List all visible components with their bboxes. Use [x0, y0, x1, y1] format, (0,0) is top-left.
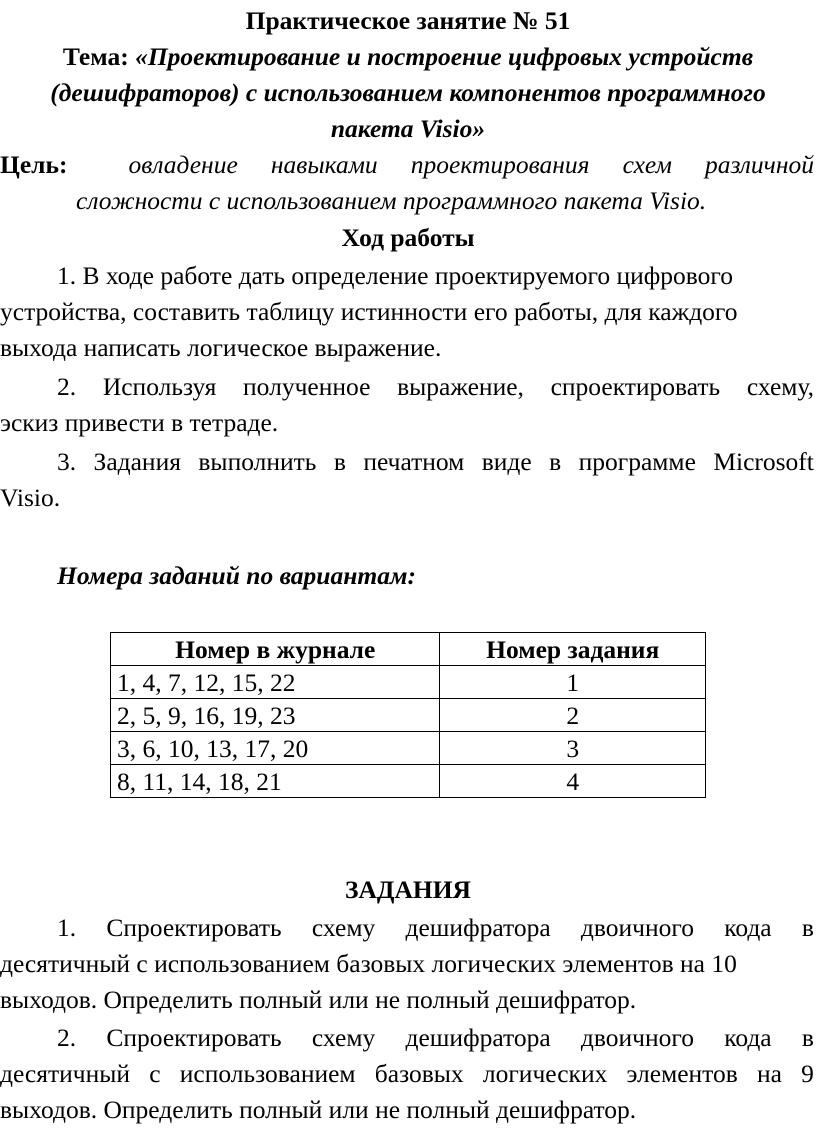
workflow-heading: Ход работы [341, 223, 475, 252]
goal-line-2: сложности с использованием программного пакета Visio. [76, 186, 707, 215]
goal-word: овладение [128, 150, 238, 179]
task1-line-2: десятичный с использованием базовых логических элементов на 10 [0, 949, 737, 978]
task1-line-1 [0, 910, 816, 946]
journal-cell: 3, 6, 10, 13, 17, 20 [111, 732, 440, 765]
task2-word: 2. [57, 1023, 77, 1052]
goal-line-1 [0, 147, 816, 183]
topic-label: Тема: [62, 42, 129, 71]
step2-word: полученное [243, 372, 371, 401]
topic-line-2: (дешифраторов) с использованием компонентов программного [50, 78, 766, 107]
topic-text-1: «Проектирование и построение цифровых устройств [135, 42, 754, 71]
task1-line-3: выходов. Определить полный или не полный дешифратор. [0, 985, 637, 1014]
goal-label: Цель: [0, 150, 68, 179]
task-cell: 2 [440, 699, 706, 732]
task2-word: двоичного [580, 1023, 694, 1052]
task2-word: в [801, 1023, 814, 1052]
task2-word: с [149, 1059, 161, 1088]
journal-cell: 1, 4, 7, 12, 15, 22 [111, 666, 440, 699]
task-cell: 4 [440, 765, 706, 798]
step2-line-2: эскиз привести в тетраде. [0, 408, 279, 437]
table-row [111, 666, 706, 699]
task2-word: кода [724, 1023, 772, 1052]
task1-word: 1. [57, 913, 77, 942]
step3-word: в [549, 447, 562, 476]
step1-line-1: 1. В ходе работе дать определение проектируемого цифрового [57, 261, 733, 290]
step2-word: Используя [102, 372, 217, 401]
document-title: Практическое занятие № 51 [245, 6, 571, 35]
step3-word: программе [578, 447, 696, 476]
column-header-task: Номер задания [440, 633, 706, 666]
task2-word: Спроектировать [106, 1023, 282, 1052]
task-cell: 3 [440, 732, 706, 765]
task2-word: схему [311, 1023, 376, 1052]
topic-line-3: пакета Visio» [330, 114, 486, 143]
task1-word: двоичного [580, 913, 694, 942]
step3-word: печатном [363, 447, 465, 476]
task2-line-3: выходов. Определить полный или не полный дешифратор. [0, 1095, 637, 1124]
step3-word: в [333, 447, 346, 476]
task2-word: базовых [374, 1059, 464, 1088]
step3-word: выполнить [198, 447, 317, 476]
task2-line-2 [0, 1056, 816, 1092]
topic-line-1 [0, 39, 816, 75]
table-row [111, 765, 706, 798]
step3-line-2: Visio. [0, 483, 61, 512]
task2-word: использованием [179, 1059, 356, 1088]
journal-cell: 2, 5, 9, 16, 19, 23 [111, 699, 440, 732]
step1-line-3: выхода написать логическое выражение. [0, 333, 442, 362]
task1-word: в [801, 913, 814, 942]
task2-word: 9 [801, 1059, 814, 1088]
table-row [111, 732, 706, 765]
step2-word: спроектировать [550, 372, 721, 401]
step3-word: Microsoft [713, 447, 814, 476]
task1-word: дешифратора [405, 913, 551, 942]
task2-word: логических [482, 1059, 608, 1088]
step3-word: 3. [57, 447, 77, 476]
tasks-heading: ЗАДАНИЯ [345, 875, 471, 904]
goal-word: навыками [270, 150, 378, 179]
goal-word: проектирования [410, 150, 590, 179]
journal-cell: 8, 11, 14, 18, 21 [111, 765, 440, 798]
task-cell: 1 [440, 666, 706, 699]
task2-line-1 [0, 1020, 816, 1056]
task2-word: дешифратора [405, 1023, 551, 1052]
table-header-row [111, 633, 706, 666]
goal-word: различной [704, 150, 814, 179]
task1-word: Спроектировать [106, 913, 282, 942]
step1-line-2: устройства, составить таблицу истинности его работы, для каждого [0, 297, 738, 326]
task1-word: кода [724, 913, 772, 942]
task1-word: схему [311, 913, 376, 942]
goal-word: схем [622, 150, 672, 179]
step2-line-1 [0, 369, 816, 405]
table-row [111, 699, 706, 732]
task2-word: десятичный [0, 1059, 131, 1088]
task2-word: элементов [626, 1059, 738, 1088]
variants-table [110, 632, 706, 798]
variants-heading: Номера заданий по вариантам: [57, 561, 416, 590]
step2-word: 2. [57, 372, 77, 401]
step3-word: Задания [93, 447, 181, 476]
column-header-journal: Номер в журнале [111, 633, 440, 666]
step3-word: виде [481, 447, 532, 476]
step2-word: схему, [746, 372, 814, 401]
step2-word: выражение, [397, 372, 524, 401]
step3-line-1 [0, 444, 816, 480]
task2-word: на [756, 1059, 782, 1088]
